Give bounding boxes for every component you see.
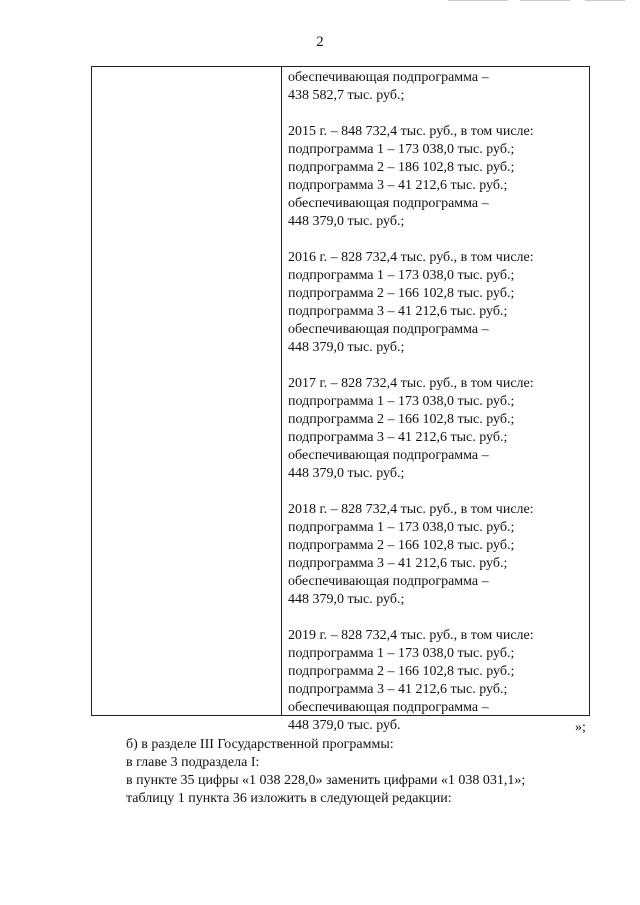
- text-line: б) в разделе III Государственной программы:: [126, 737, 394, 752]
- financing-block: [288, 627, 585, 735]
- text-line: 2017 г. – 828 732,4 тыс. руб., в том числе:: [288, 376, 534, 391]
- text-line: 2016 г. – 828 732,4 тыс. руб., в том числе:: [288, 250, 534, 265]
- text-line: подпрограмма 1 – 173 038,0 тыс. руб.;: [288, 142, 515, 157]
- financing-block: [288, 123, 585, 231]
- amendment-text: [126, 736, 525, 808]
- text-line: 448 379,0 тыс. руб.;: [288, 340, 405, 355]
- page-number: 2: [316, 34, 324, 50]
- text-line: 448 379,0 тыс. руб.: [288, 718, 401, 733]
- text-line: подпрограмма 2 – 166 102,8 тыс. руб.;: [288, 286, 515, 301]
- text-line: подпрограмма 2 – 166 102,8 тыс. руб.;: [288, 412, 515, 427]
- text-line: подпрограмма 1 – 173 038,0 тыс. руб.;: [288, 646, 515, 661]
- text-line: подпрограмма 3 – 41 212,6 тыс. руб.;: [288, 682, 508, 697]
- text-line: обеспечивающая подпрограмма –: [288, 448, 489, 463]
- text-line: обеспечивающая подпрограмма –: [288, 700, 489, 715]
- table-cell-financing: [288, 69, 585, 735]
- financing-block: [288, 501, 585, 609]
- text-line: 438 582,7 тыс. руб.;: [288, 88, 405, 103]
- column-divider: [281, 67, 282, 715]
- text-line: подпрограмма 3 – 41 212,6 тыс. руб.;: [288, 304, 508, 319]
- text-line: подпрограмма 2 – 166 102,8 тыс. руб.;: [288, 538, 515, 553]
- text-line: в пункте 35 цифры «1 038 228,0» заменить цифрами «1 038 031,1»;: [126, 773, 526, 788]
- scan-artifact: [448, 0, 508, 1]
- text-line: 2015 г. – 848 732,4 тыс. руб., в том числе:: [288, 124, 534, 139]
- financing-block: [288, 249, 585, 357]
- text-line: 448 379,0 тыс. руб.;: [288, 214, 405, 229]
- scan-artifact: [520, 0, 570, 1]
- text-line: подпрограмма 1 – 173 038,0 тыс. руб.;: [288, 520, 515, 535]
- text-line: таблицу 1 пункта 36 изложить в следующей редакции:: [126, 791, 452, 806]
- text-line: подпрограмма 3 – 41 212,6 тыс. руб.;: [288, 430, 508, 445]
- document-table: [91, 66, 590, 733]
- financing-block: [288, 375, 585, 483]
- text-line: подпрограмма 1 – 173 038,0 тыс. руб.;: [288, 394, 515, 409]
- text-line: обеспечивающая подпрограмма –: [288, 196, 489, 211]
- scan-artifact: [585, 0, 625, 1]
- text-line: 448 379,0 тыс. руб.;: [288, 592, 405, 607]
- text-line: подпрограмма 2 – 166 102,8 тыс. руб.;: [288, 664, 515, 679]
- text-line: подпрограмма 1 – 173 038,0 тыс. руб.;: [288, 268, 515, 283]
- text-line: 2019 г. – 828 732,4 тыс. руб., в том числе:: [288, 628, 534, 643]
- text-line: обеспечивающая подпрограмма –: [288, 322, 489, 337]
- text-line: 2018 г. – 828 732,4 тыс. руб., в том числе:: [288, 502, 534, 517]
- closing-quote: »;: [575, 720, 586, 735]
- text-line: 448 379,0 тыс. руб.;: [288, 466, 405, 481]
- financing-block: [288, 69, 585, 105]
- text-line: обеспечивающая подпрограмма –: [288, 70, 489, 85]
- text-line: обеспечивающая подпрограмма –: [288, 574, 489, 589]
- text-line: подпрограмма 3 – 41 212,6 тыс. руб.;: [288, 556, 508, 571]
- text-line: в главе 3 подраздела I:: [126, 755, 260, 770]
- text-line: подпрограмма 2 – 186 102,8 тыс. руб.;: [288, 160, 515, 175]
- text-line: подпрограмма 3 – 41 212,6 тыс. руб.;: [288, 178, 508, 193]
